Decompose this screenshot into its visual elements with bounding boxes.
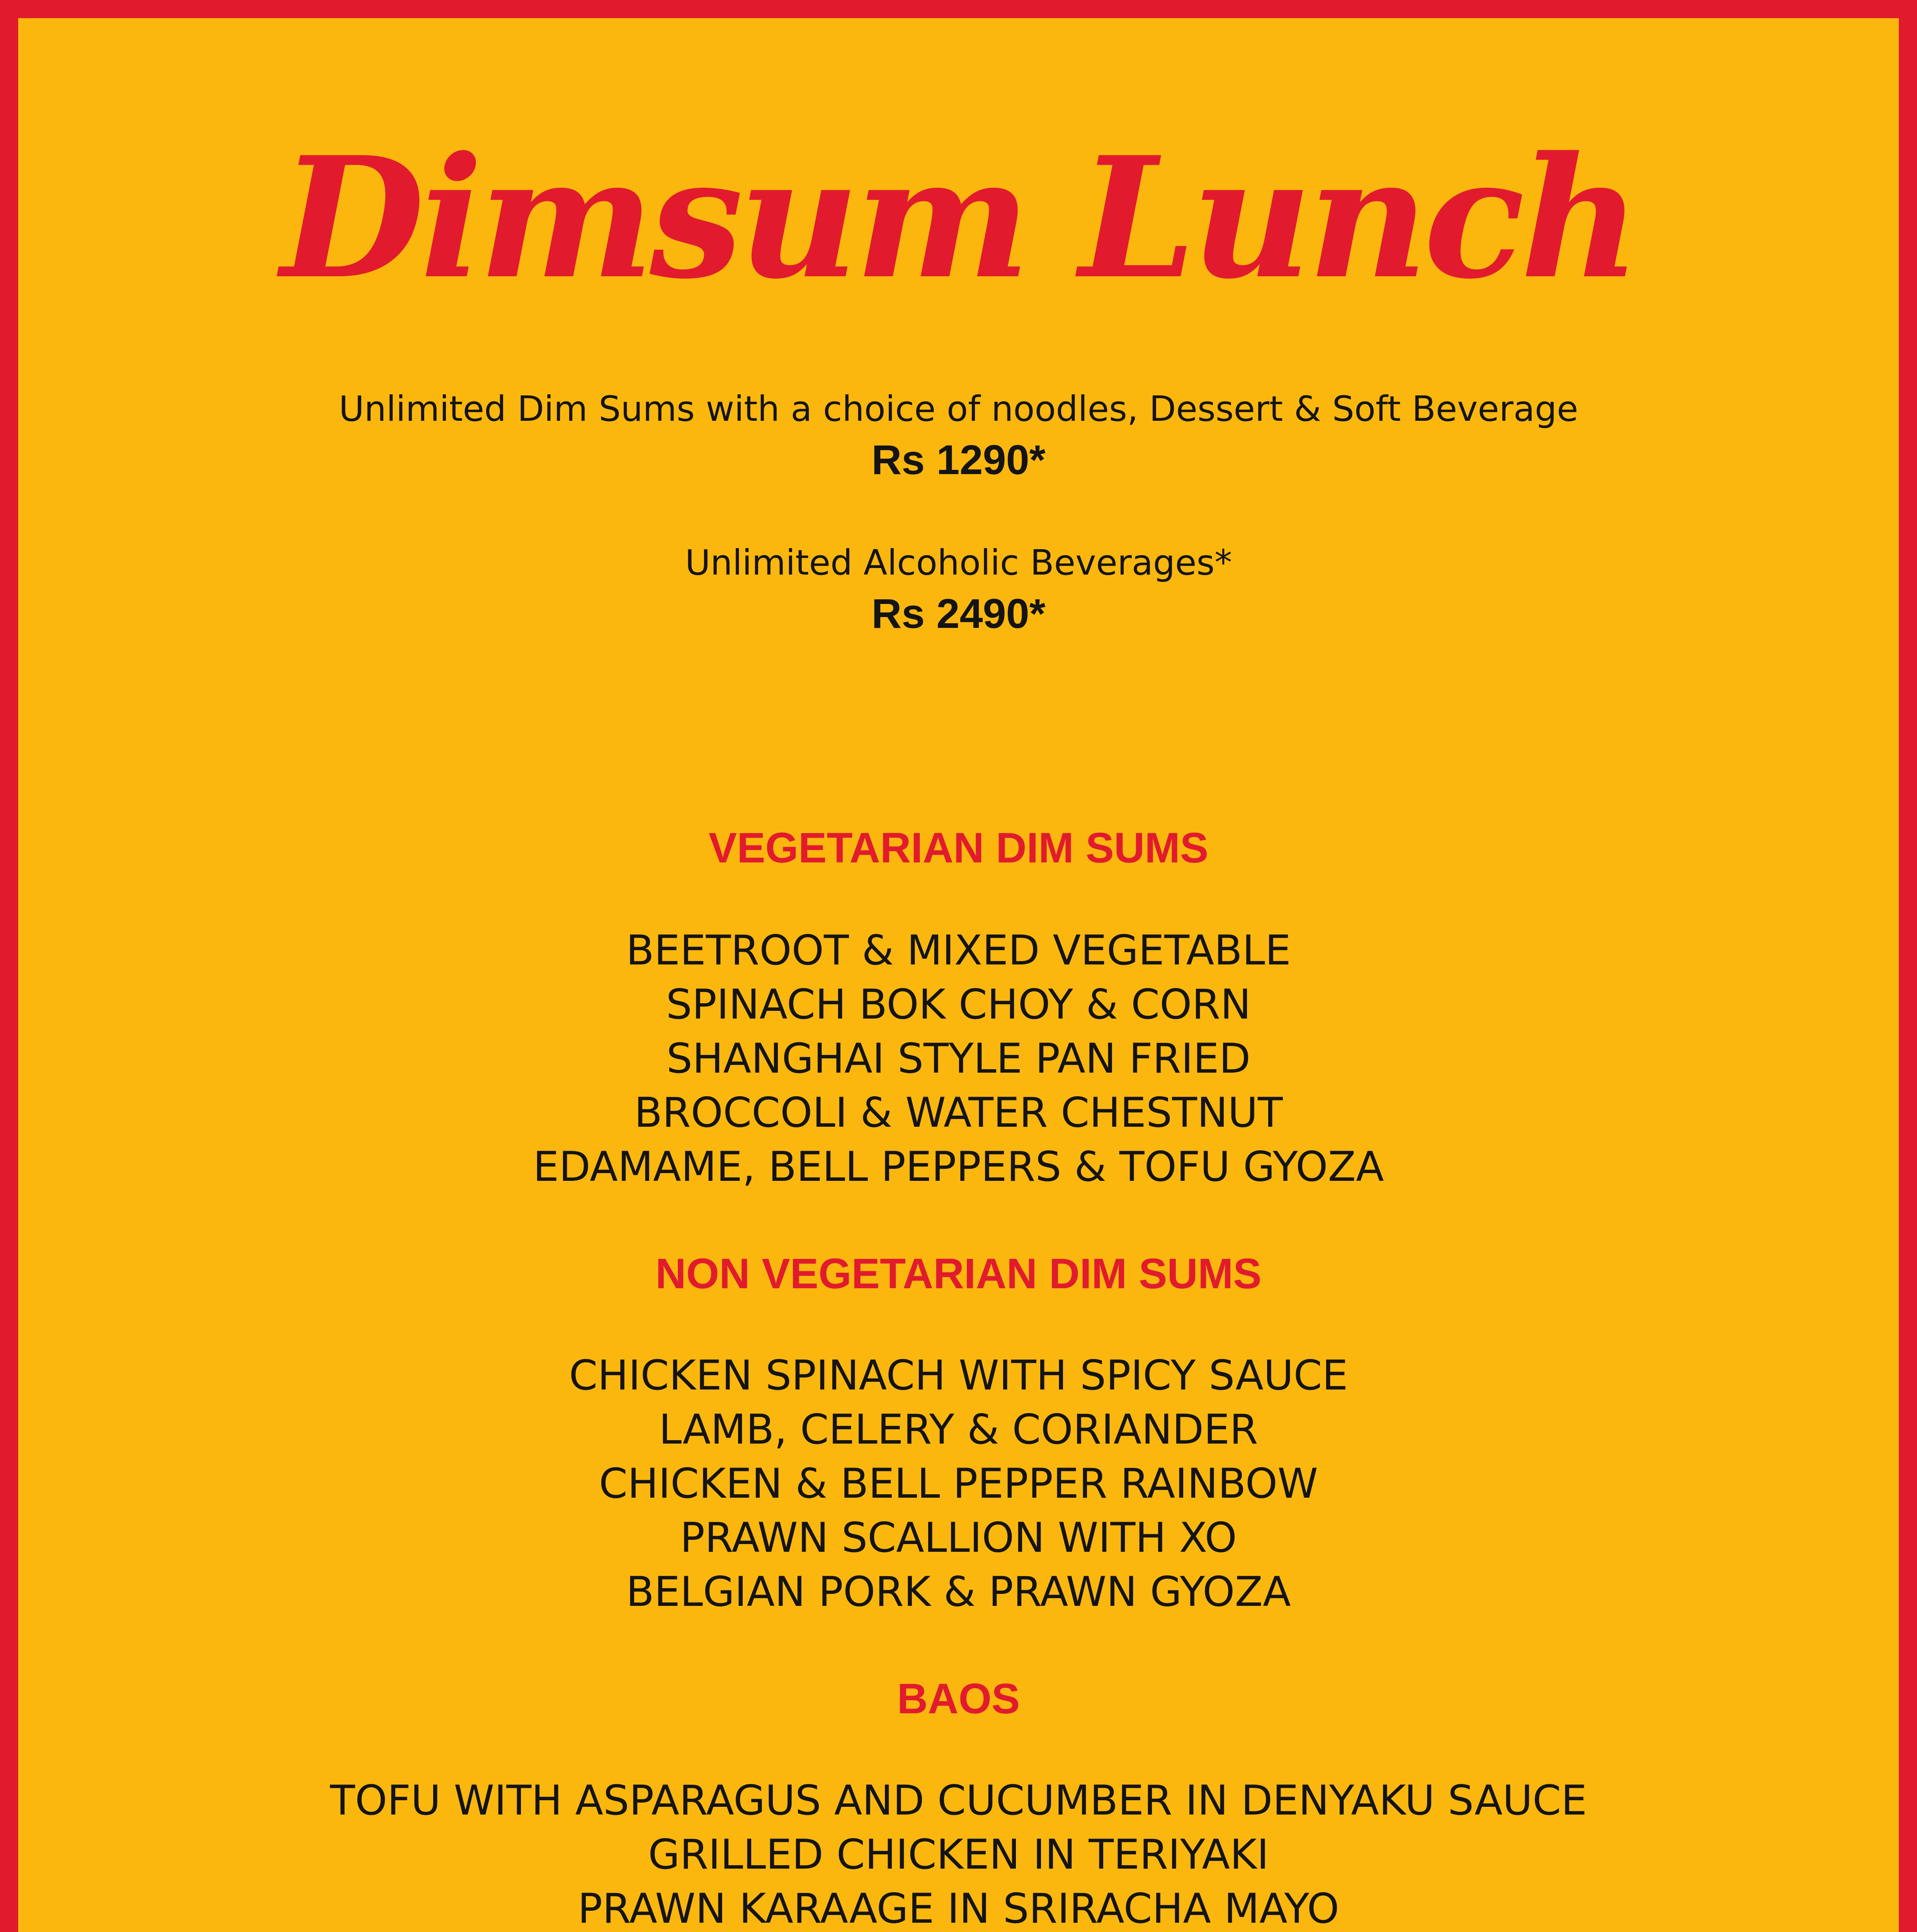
baos-items-list [18,1774,1899,1932]
offer-1-description: Unlimited Dim Sums with a choice of noodles, Dessert & Soft Beverage [338,389,1579,429]
item-name: BEETROOT & MIXED VEGETABLE [626,927,1291,974]
menu-page [18,18,1899,1932]
item-name: SHANGHAI STYLE PAN FRIED [666,1035,1251,1082]
item-name: TOFU WITH ASPARAGUS AND CUCUMBER IN DENYAKU SAUCE [330,1777,1587,1824]
item-name: SPINACH BOK CHOY & CORN [666,981,1251,1028]
section-heading-baos: BAOS [897,1675,1020,1723]
non-vegetarian-items-list [18,1349,1899,1619]
list-item [18,1403,1899,1457]
item-name: EDAMAME, BELL PEPPERS & TOFU GYOZA [533,1143,1384,1190]
list-item [18,978,1899,1032]
offer-2-price: Rs 2490* [871,590,1046,637]
offer-2-description: Unlimited Alcoholic Beverages* [685,543,1232,583]
item-name: LAMB, CELERY & CORIANDER [659,1406,1258,1453]
item-name: PRAWN KARAAGE IN SRIRACHA MAYO [578,1885,1339,1932]
item-name: CHICKEN & BELL PEPPER RAINBOW [599,1460,1318,1507]
list-item [18,1032,1899,1086]
section-heading-non-vegetarian: NON VEGETARIAN DIM SUMS [655,1250,1262,1298]
menu-title: Dimsum Lunch [281,121,1636,316]
item-name: GRILLED CHICKEN IN TERIYAKI [648,1831,1269,1878]
list-item [18,1774,1899,1828]
list-item [18,1086,1899,1140]
list-item [18,1140,1899,1194]
section-heading-vegetarian: VEGETARIAN DIM SUMS [708,824,1209,872]
list-item [18,1828,1899,1882]
list-item [18,923,1899,978]
item-name: PRAWN SCALLION WITH XO [680,1514,1237,1561]
vegetarian-items-list [18,923,1899,1194]
list-item [18,1457,1899,1511]
list-item [18,1882,1899,1932]
list-item [18,1511,1899,1565]
offer-1-price: Rs 1290* [871,436,1046,483]
item-name: BELGIAN PORK & PRAWN GYOZA [626,1568,1291,1616]
item-name: BROCCOLI & WATER CHESTNUT [634,1089,1283,1136]
item-name: CHICKEN SPINACH WITH SPICY SAUCE [569,1352,1348,1399]
list-item [18,1565,1899,1619]
list-item [18,1349,1899,1403]
